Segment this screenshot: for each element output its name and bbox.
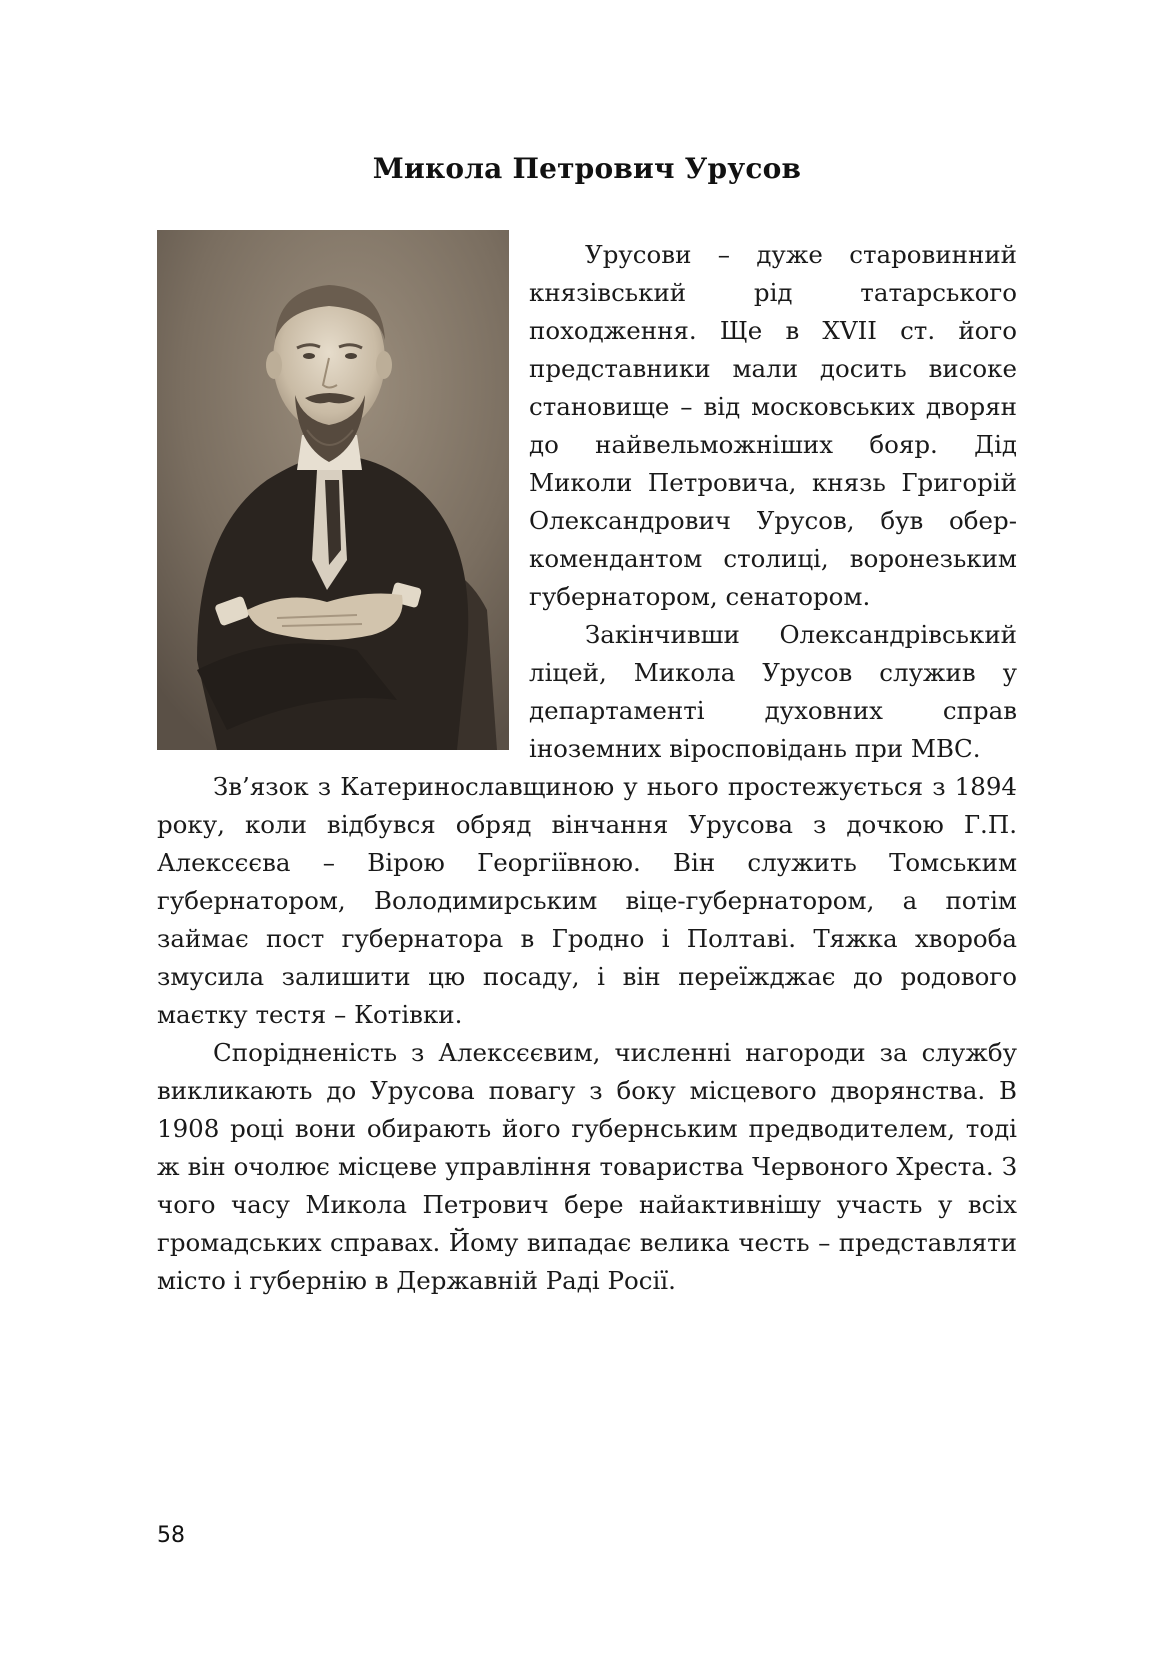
paragraph-1: Урусови – дуже старовинний князівський рід татарського походження. Ще в XVII ст. його представники мали досить високе становище – від московських дворян до найвельможніших бояр. Дід Миколи Петровича, князь Григорій Олександрович Урусов, був обер-комендантом столиці, воронезьким губернатором, сенатором.: [529, 240, 1017, 611]
paragraph-4: Спорідненість з Алексєєвим, численні нагороди за службу викликають до Урусова повагу з боку місцевого дворянства. В 1908 році вони обирають його губернським предводителем, тоді ж він очолює місцеве управління товариства Червоного Хреста. З чого часу Микола Петрович бере найактивнішу участь у всіх громадських справах. Йому випадає велика честь – представляти місто і губернію в Державній Раді Росії.: [157, 1038, 1017, 1295]
page-title: Микола Петрович Урусов: [372, 152, 802, 185]
paragraph-2: Закінчивши Олександрівський ліцей, Микола Урусов служив у департаменті духовних справ іноземних віросповідань при МВС.: [529, 620, 1017, 763]
paragraph-3: Зв’язок з Катеринославщиною у нього простежується з 1894 року, коли відбувся обряд вінчання Урусова з дочкою Г.П. Алексєєва – Вірою Георгіївною. Він служить Томським губернатором, Володимирським віце-губернатором, а потім займає пост губернатора в Гродно і Полтаві. Тяжка хвороба змусила залишити цю посаду, і він переїжджає до родового маєтку тестя – Котівки.: [157, 772, 1017, 1029]
page-number: 58: [157, 1523, 185, 1548]
article-body: [157, 236, 1017, 1300]
